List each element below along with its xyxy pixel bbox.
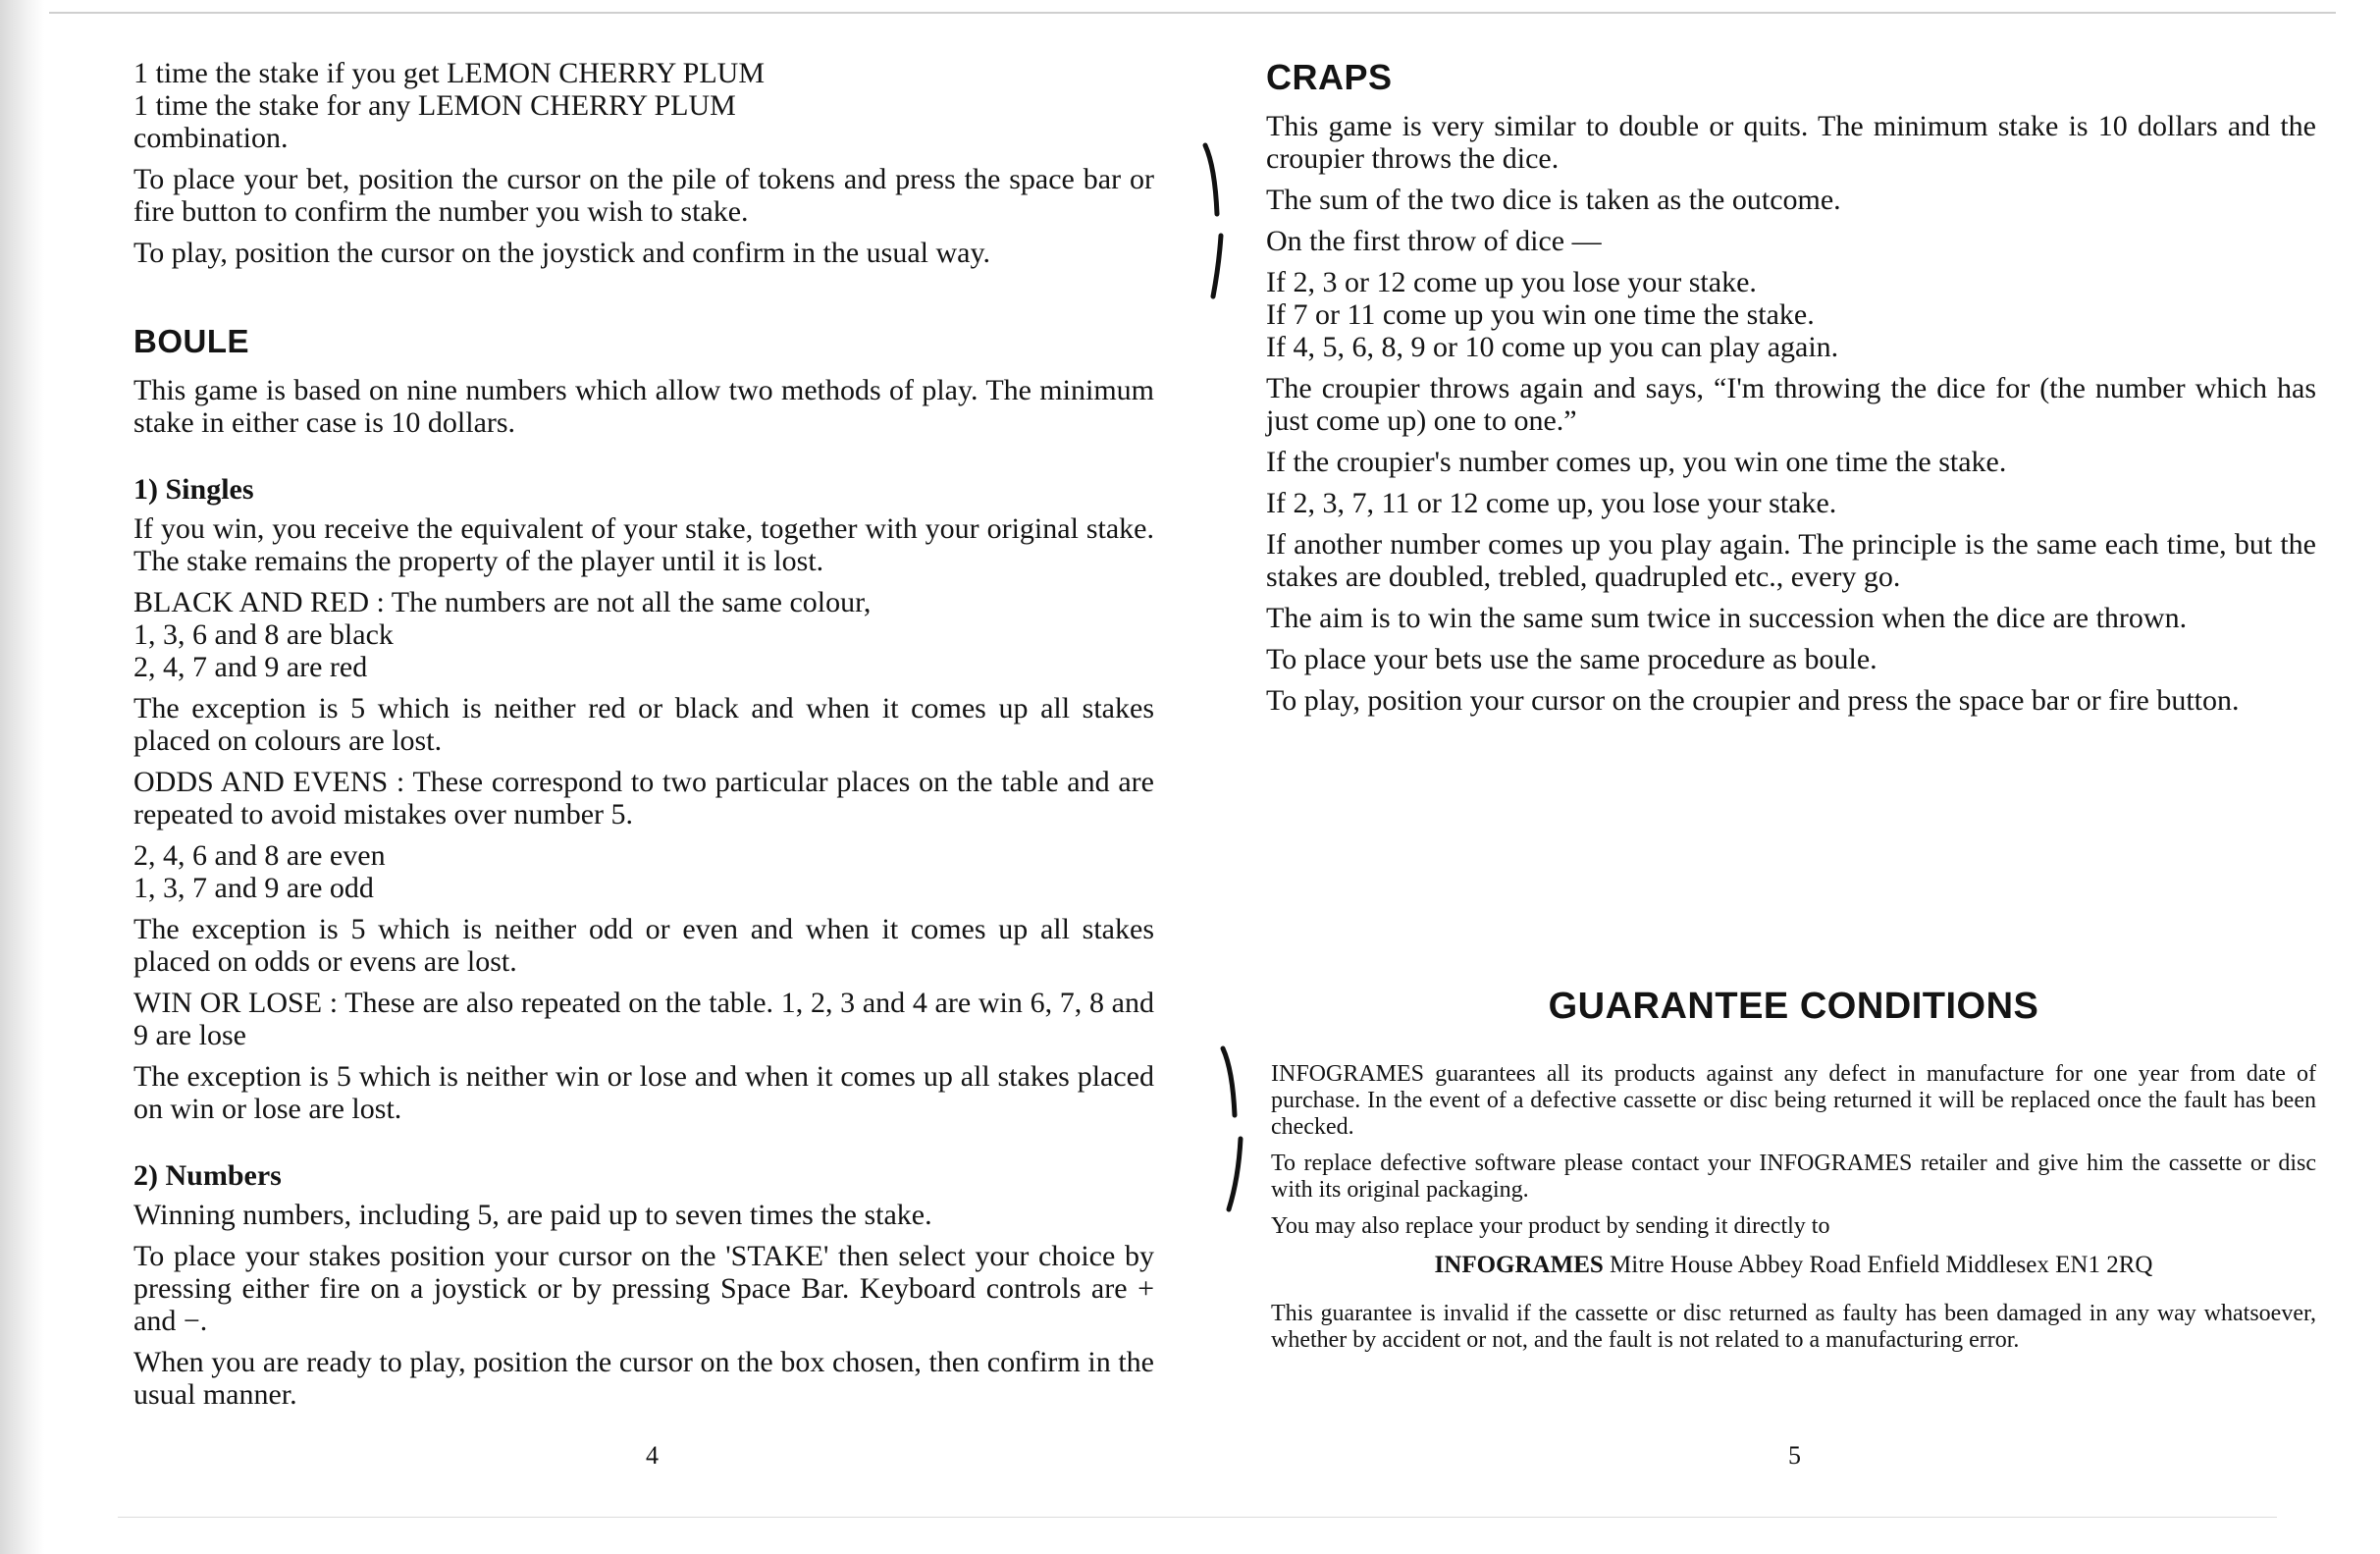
black-red-line-2: 1, 3, 6 and 8 are black [133,618,394,651]
guarantee-paragraph-2: To replace defective software please contact your INFOGRAMES retailer and give him the cassette or disc with its original packaging. [1271,1151,2316,1203]
slot-line-2: 1 time the stake for any LEMON CHERRY PLUM [133,89,736,122]
page-bottom-edge [118,1517,2277,1518]
to-play-paragraph: To play, position the cursor on the joystick and confirm in the usual way. [133,237,991,269]
odd-line: 1, 3, 7 and 9 are odd [133,872,374,904]
croupier-again: The croupier throws again and says, “I'm throwing the dice for (the number which has just come up) one to one.” [1266,372,2316,437]
sum-line: The sum of the two dice is taken as the outcome. [1266,184,1841,216]
guarantee-paragraph-4: This guarantee is invalid if the cassette or disc returned as faulty has been damaged in any way whatsoever, whether by accident or not, and the fault is not related to a manufacturing error. [1271,1301,2316,1353]
page-shadow [0,0,44,1554]
address-company: INFOGRAMES [1434,1252,1604,1278]
lose-line: If 2, 3, 7, 11 or 12 come up, you lose your stake. [1266,487,1837,519]
outcome-line-3: If 4, 5, 6, 8, 9 or 10 come up you can play again. [1266,331,1839,363]
croupier-number: If the croupier's number comes up, you win one time the stake. [1266,446,2007,478]
address-rest: Mitre House Abbey Road Enfield Middlesex EN1 2RQ [1603,1252,2153,1278]
page-number-left: 4 [646,1441,659,1470]
mailing-address [1271,1252,2316,1279]
win-lose: WIN OR LOSE : These are also repeated on the table. 1, 2, 3 and 4 are win 6, 7, 8 and 9 are lose [133,987,1154,1051]
even-line: 2, 4, 6 and 8 are even [133,839,386,872]
left-page-column [133,57,1154,1420]
right-page-column [1266,57,2316,725]
when-ready: When you are ready to play, position the cursor on the box chosen, then confirm in the usual manner. [133,1346,1154,1411]
guarantee-paragraph-3: You may also replace your product by sending it directly to [1271,1213,1830,1239]
margin-bracket-mark-upper [1199,137,1239,304]
place-stakes: To place your stakes position your cursor on the 'STAKE' then select your choice by pressing either fire on a joystick or by pressing Space Bar. Keyboard controls are + and −. [133,1240,1154,1337]
guarantee-heading: GUARANTEE CONDITIONS [1548,986,2039,1027]
page-number-right: 5 [1788,1441,1801,1470]
craps-heading: CRAPS [1266,57,1393,97]
another-number: If another number comes up you play again. The principle is the same each time, but the stakes are doubled, trebled, quadrupled etc., every go. [1266,528,2316,593]
place-bet-paragraph: To place your bet, position the cursor on the pile of tokens and press the space bar or fire button to confirm the number you wish to stake. [133,163,1154,228]
boule-heading: BOULE [133,323,249,359]
margin-bracket-mark-lower [1217,1041,1256,1217]
singles-heading: 1) Singles [133,473,254,506]
exception-colour: The exception is 5 which is neither red or black and when it comes up all stakes placed on colours are lost. [133,692,1154,757]
place-bets: To place your bets use the same procedure as boule. [1266,643,1878,675]
slot-line-1: 1 time the stake if you get LEMON CHERRY PLUM [133,57,766,89]
exception-odd: The exception is 5 which is neither odd or even and when it comes up all stakes placed on odds or evens are lost. [133,913,1154,978]
craps-to-play: To play, position your cursor on the croupier and press the space bar or fire button. [1266,684,2240,717]
slot-line-3: combination. [133,122,289,154]
odds-evens: ODDS AND EVENS : These correspond to two particular places on the table and are repeated to avoid mistakes over number 5. [133,766,1154,831]
page-top-edge [49,12,2336,14]
guarantee-paragraph-1: INFOGRAMES guarantees all its products against any defect in manufacture for one year from date of purchase. In the event of a defective cassette or disc being returned it will be replaced once the fault has been checked. [1271,1061,2316,1140]
aim-line: The aim is to win the same sum twice in succession when the dice are thrown. [1266,602,2188,634]
black-red-line-3: 2, 4, 7 and 9 are red [133,651,368,683]
singles-text: If you win, you receive the equivalent of your stake, together with your original stake. The stake remains the property of the player until it is lost. [133,512,1154,577]
exception-win: The exception is 5 which is neither win or lose and when it comes up all stakes placed on win or lose are lost. [133,1060,1154,1125]
craps-intro: This game is very similar to double or quits. The minimum stake is 10 dollars and the croupier throws the dice. [1266,110,2316,175]
boule-intro: This game is based on nine numbers which allow two methods of play. The minimum stake in either case is 10 dollars. [133,374,1154,439]
numbers-text: Winning numbers, including 5, are paid up to seven times the stake. [133,1199,932,1231]
outcome-line-1: If 2, 3 or 12 come up you lose your stake. [1266,266,1757,298]
numbers-heading: 2) Numbers [133,1159,282,1192]
guarantee-section [1271,986,2316,1364]
first-throw: On the first throw of dice — [1266,225,1602,257]
black-red-line-1: BLACK AND RED : The numbers are not all the same colour, [133,586,872,618]
outcome-line-2: If 7 or 11 come up you win one time the stake. [1266,298,1815,331]
